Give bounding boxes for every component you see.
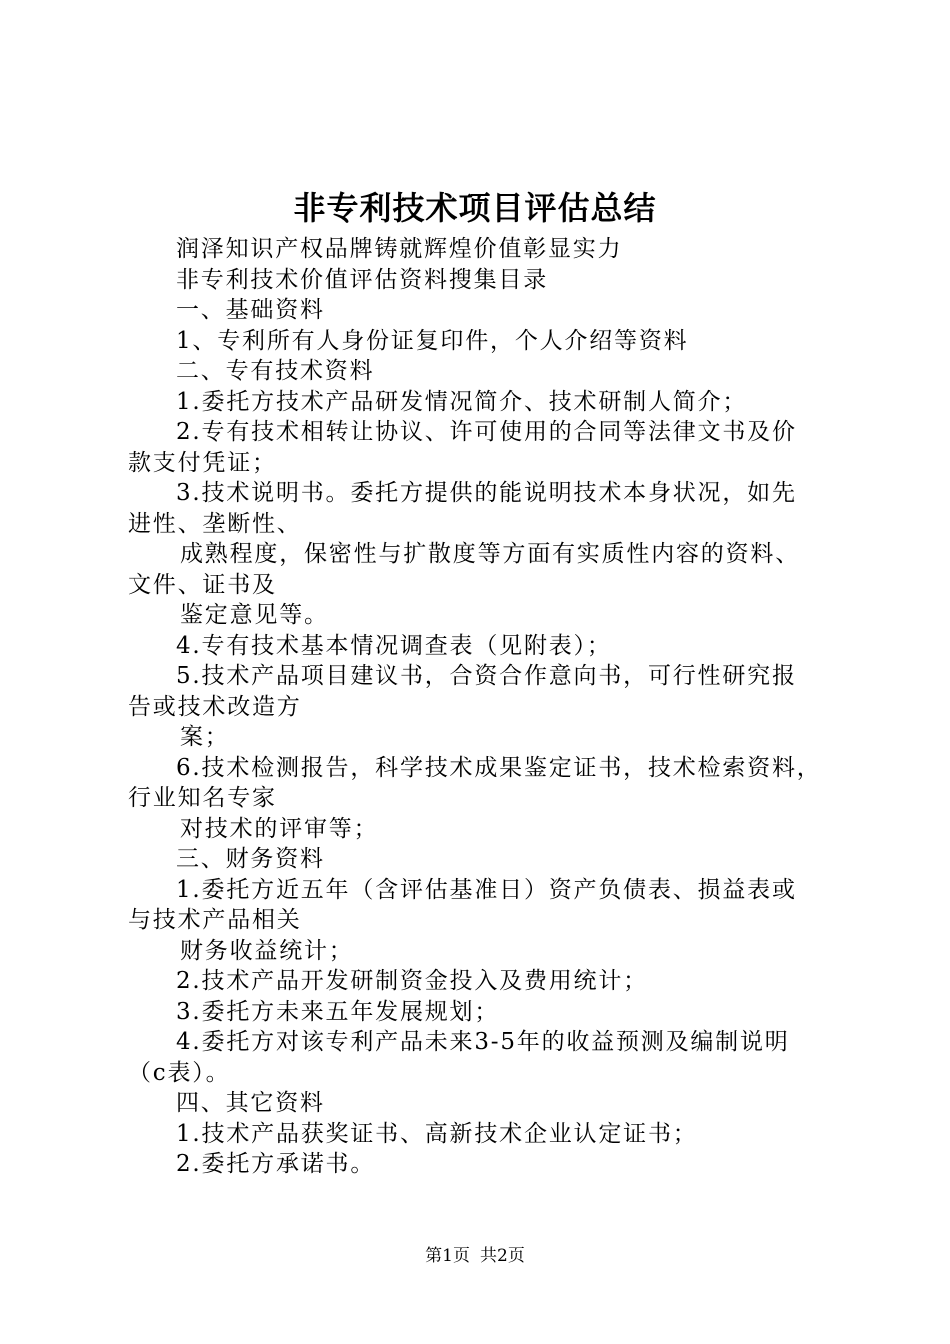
- section-heading: 二、专有技术资料: [176, 358, 375, 384]
- body-line: 与技术产品相关: [128, 907, 302, 933]
- body-line: 2.专有技术相转让协议、许可使用的合同等法律文书及价: [176, 419, 797, 445]
- body-line: 财务收益统计；: [180, 937, 354, 964]
- body-line: 案；: [180, 724, 230, 750]
- body-line: 润泽知识产权品牌铸就辉煌价值彰显实力: [176, 236, 623, 262]
- body-line: 文件、证书及: [128, 571, 277, 598]
- body-line: 对技术的评审等；: [180, 815, 379, 842]
- body-line: 3.技术说明书。委托方提供的能说明技术本身状况，如先: [176, 480, 797, 506]
- page-number-current: 第1页: [425, 1246, 470, 1266]
- body-line: 1.委托方近五年（含评估基准日）资产负债表、损益表或: [176, 876, 797, 903]
- page-number-total: 共2页: [480, 1246, 525, 1266]
- body-line: 5.技术产品项目建议书，合资合作意向书，可行性研究报: [176, 663, 797, 689]
- body-line: 1、专利所有人身份证复印件，个人介绍等资料: [176, 327, 689, 354]
- body-line: 1.委托方技术产品研发情况简介、技术研制人简介；: [176, 388, 748, 415]
- body-line: （c表）。: [128, 1059, 231, 1086]
- body-line: 成熟程度，保密性与扩散度等方面有实质性内容的资料、: [180, 541, 800, 567]
- body-line: 1.技术产品获奖证书、高新技术企业认定证书；: [176, 1120, 698, 1147]
- body-line: 3.委托方未来五年发展规划；: [176, 998, 500, 1025]
- section-heading: 三、财务资料: [176, 846, 325, 872]
- body-line: 行业知名专家: [128, 785, 277, 811]
- body-line: 4.专有技术基本情况调查表（见附表）；: [176, 632, 612, 659]
- body-line: 进性、垄断性、: [128, 510, 302, 537]
- body-line: 款支付凭证；: [128, 449, 277, 476]
- body-line: 6.技术检测报告，科学技术成果鉴定证书，技术检索资料，: [176, 754, 822, 781]
- body-line: 2.技术产品开发研制资金投入及费用统计；: [176, 968, 648, 994]
- page-footer: [0, 1244, 950, 1268]
- section-heading: 一、基础资料: [176, 297, 325, 323]
- body-line: 2.委托方承诺书。: [176, 1151, 376, 1177]
- body-line: 非专利技术价值评估资料搜集目录: [176, 266, 548, 293]
- section-heading: 四、其它资料: [176, 1090, 325, 1116]
- document-body: [128, 234, 840, 1180]
- document-title: 非专利技术项目评估总结: [293, 189, 657, 227]
- body-line: 告或技术改造方: [128, 693, 302, 720]
- body-line: 4.委托方对该专利产品未来3-5年的收益预测及编制说明: [176, 1029, 790, 1055]
- body-line: 鉴定意见等。: [180, 602, 329, 628]
